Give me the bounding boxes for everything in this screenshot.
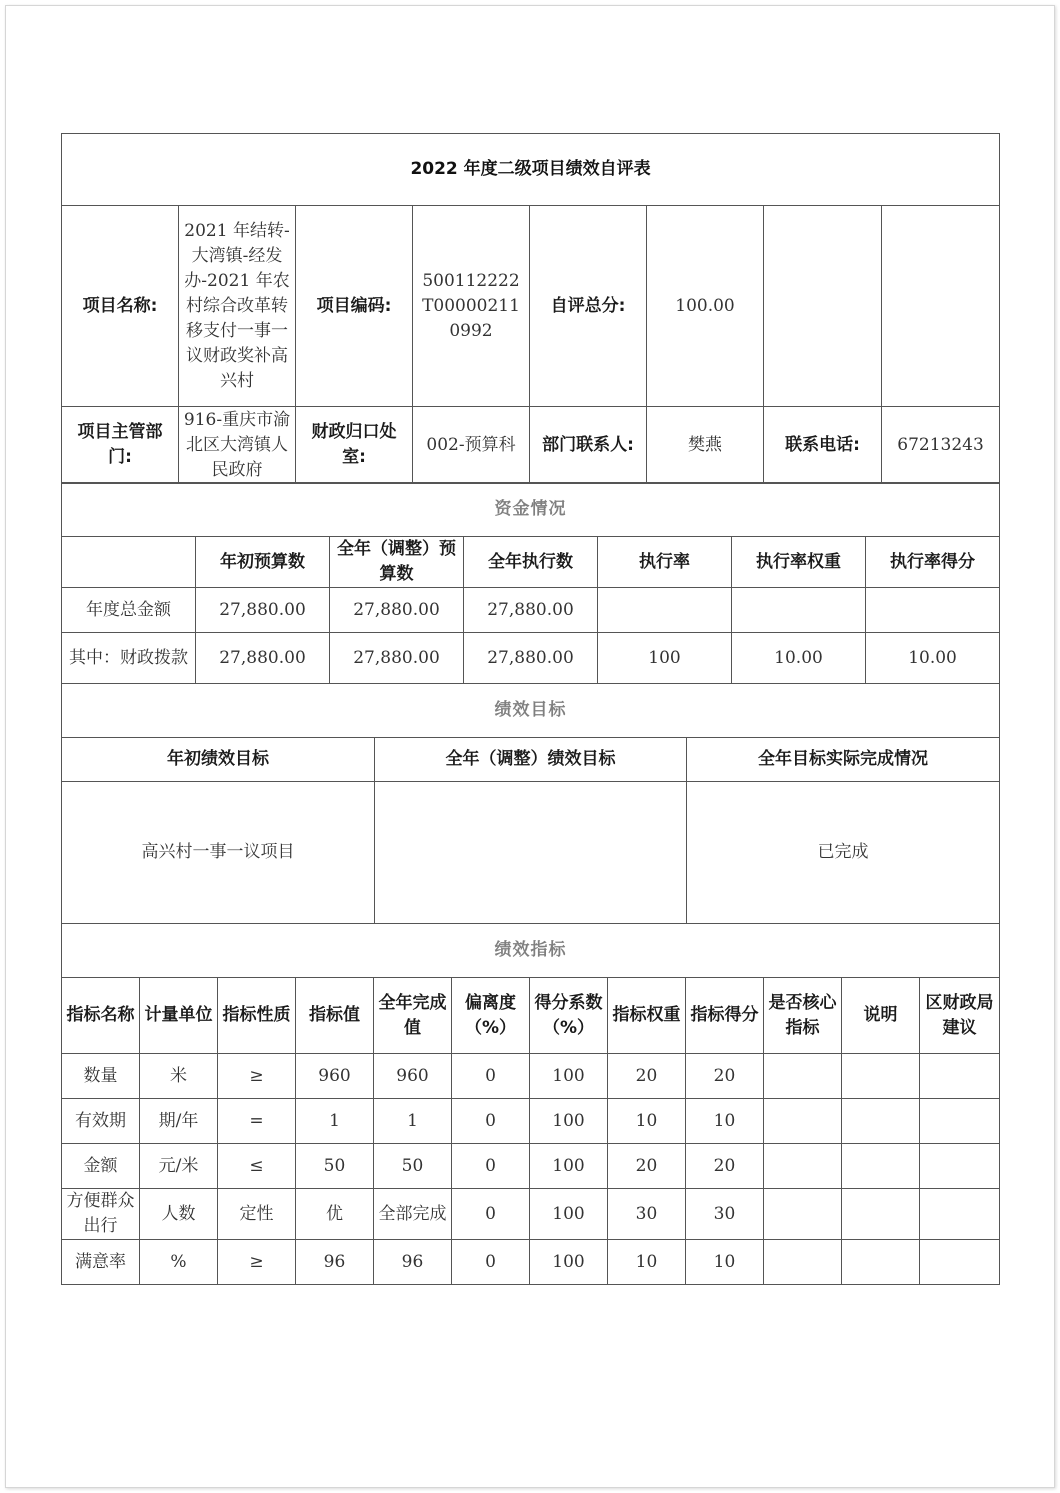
indicator-cell: 方便群众出行 [62, 1189, 140, 1240]
funds-table [61, 482, 1000, 684]
indicator-cell [764, 1189, 842, 1240]
funds-cell: 其中：财政拨款 [62, 633, 196, 684]
funds-cell: 27,880.00 [464, 588, 598, 633]
funds-header-cell: 执行率得分 [866, 537, 1000, 588]
indicator-cell: % [140, 1240, 218, 1285]
indicator-cell: 0 [452, 1240, 530, 1285]
project-code-value: 500112222T000002110992 [413, 206, 530, 407]
indicator-header-cell: 指标得分 [686, 978, 764, 1054]
funds-cell: 27,880.00 [464, 633, 598, 684]
indicator-cell [842, 1240, 920, 1285]
indicator-cell [842, 1189, 920, 1240]
indicator-cell: 优 [296, 1189, 374, 1240]
indicator-cell: 元/米 [140, 1144, 218, 1189]
indicator-cell: 10 [686, 1099, 764, 1144]
empty-cell [764, 206, 882, 407]
funds-section-title: 资金情况 [62, 483, 1000, 537]
goals-header-cell: 年初绩效目标 [62, 738, 375, 782]
funds-row [62, 633, 1000, 684]
indicator-cell: 金额 [62, 1144, 140, 1189]
indicator-cell: 50 [296, 1144, 374, 1189]
funds-cell [598, 588, 732, 633]
funds-header-cell: 执行率 [598, 537, 732, 588]
finance-value: 002-预算科 [413, 407, 530, 484]
indicator-cell: 20 [608, 1054, 686, 1099]
phone-value: 67213243 [882, 407, 1000, 484]
indicator-header-cell: 指标权重 [608, 978, 686, 1054]
indicators-section-title: 绩效指标 [62, 924, 1000, 978]
indicator-cell: ≥ [218, 1054, 296, 1099]
goals-header-cell: 全年目标实际完成情况 [687, 738, 1000, 782]
project-name-value: 2021 年结转-大湾镇-经发办-2021 年农村综合改革转移支付一事一议财政奖补高兴村 [179, 206, 296, 407]
indicator-cell: 100 [530, 1189, 608, 1240]
funds-header-cell [62, 537, 196, 588]
indicator-cell: ≤ [218, 1144, 296, 1189]
funds-cell [866, 588, 1000, 633]
indicator-cell: ≥ [218, 1240, 296, 1285]
funds-cell: 10.00 [732, 633, 866, 684]
funds-header-cell: 执行率权重 [732, 537, 866, 588]
indicator-cell [920, 1240, 1000, 1285]
indicator-cell [764, 1144, 842, 1189]
indicator-cell [842, 1054, 920, 1099]
indicator-cell: 数量 [62, 1054, 140, 1099]
funds-header-cell: 年初预算数 [196, 537, 330, 588]
indicator-cell [920, 1144, 1000, 1189]
indicator-cell: 96 [296, 1240, 374, 1285]
goal-adjusted [375, 782, 687, 924]
goal-completion: 已完成 [687, 782, 1000, 924]
funds-cell: 27,880.00 [330, 633, 464, 684]
indicator-cell: 满意率 [62, 1240, 140, 1285]
info-table [61, 133, 1000, 484]
indicator-cell: 20 [686, 1054, 764, 1099]
funds-cell: 10.00 [866, 633, 1000, 684]
indicator-cell [842, 1099, 920, 1144]
indicator-row [62, 1054, 1000, 1099]
indicator-cell: 100 [530, 1144, 608, 1189]
goals-header-cell: 全年（调整）绩效目标 [375, 738, 687, 782]
dept-label: 项目主管部门: [62, 407, 179, 484]
indicator-cell: 定性 [218, 1189, 296, 1240]
indicator-cell: 20 [608, 1144, 686, 1189]
self-score-label: 自评总分: [530, 206, 647, 407]
funds-row [62, 588, 1000, 633]
indicator-cell: 0 [452, 1189, 530, 1240]
indicator-row [62, 1099, 1000, 1144]
indicator-header-cell: 计量单位 [140, 978, 218, 1054]
indicator-cell [920, 1099, 1000, 1144]
funds-cell: 27,880.00 [196, 588, 330, 633]
indicator-cell: 1 [296, 1099, 374, 1144]
indicator-cell: 96 [374, 1240, 452, 1285]
indicator-cell: 0 [452, 1054, 530, 1099]
indicator-cell: 960 [374, 1054, 452, 1099]
indicator-cell [920, 1189, 1000, 1240]
indicator-header-cell: 指标性质 [218, 978, 296, 1054]
page-title: 2022 年度二级项目绩效自评表 [62, 134, 1000, 206]
funds-header-cell: 全年执行数 [464, 537, 598, 588]
indicator-cell: 10 [608, 1099, 686, 1144]
project-name-label: 项目名称: [62, 206, 179, 407]
funds-header-cell: 全年（调整）预算数 [330, 537, 464, 588]
funds-cell [732, 588, 866, 633]
indicator-cell: = [218, 1099, 296, 1144]
indicators-table [61, 923, 1000, 1285]
indicator-cell: 人数 [140, 1189, 218, 1240]
indicator-cell [842, 1144, 920, 1189]
indicator-cell: 960 [296, 1054, 374, 1099]
indicator-cell: 50 [374, 1144, 452, 1189]
indicator-header-cell: 是否核心指标 [764, 978, 842, 1054]
indicator-cell: 30 [686, 1189, 764, 1240]
contact-label: 部门联系人: [530, 407, 647, 484]
indicator-cell [764, 1240, 842, 1285]
indicator-header-cell: 指标名称 [62, 978, 140, 1054]
project-code-label: 项目编码: [296, 206, 413, 407]
indicator-cell: 100 [530, 1240, 608, 1285]
indicator-cell: 10 [608, 1240, 686, 1285]
indicator-header-cell: 指标值 [296, 978, 374, 1054]
finance-label: 财政归口处室: [296, 407, 413, 484]
dept-value: 916-重庆市渝北区大湾镇人民政府 [179, 407, 296, 484]
indicator-cell: 0 [452, 1144, 530, 1189]
indicator-cell: 期/年 [140, 1099, 218, 1144]
indicator-header-cell: 全年完成值 [374, 978, 452, 1054]
indicator-header-cell: 说明 [842, 978, 920, 1054]
indicator-row [62, 1189, 1000, 1240]
goal-initial: 高兴村一事一议项目 [62, 782, 375, 924]
indicator-cell [764, 1054, 842, 1099]
indicator-header-cell: 区财政局建议 [920, 978, 1000, 1054]
contact-value: 樊燕 [647, 407, 764, 484]
indicator-header-cell: 得分系数（%） [530, 978, 608, 1054]
self-score-value: 100.00 [647, 206, 764, 407]
indicator-cell: 30 [608, 1189, 686, 1240]
indicator-cell: 1 [374, 1099, 452, 1144]
funds-cell: 年度总金额 [62, 588, 196, 633]
funds-cell: 27,880.00 [196, 633, 330, 684]
indicator-cell: 100 [530, 1099, 608, 1144]
empty-cell [882, 206, 1000, 407]
indicator-cell: 有效期 [62, 1099, 140, 1144]
indicator-cell: 米 [140, 1054, 218, 1099]
indicator-cell: 全部完成 [374, 1189, 452, 1240]
indicator-header-cell: 偏离度（%） [452, 978, 530, 1054]
indicator-cell: 100 [530, 1054, 608, 1099]
phone-label: 联系电话: [764, 407, 882, 484]
goals-table [61, 683, 1000, 924]
funds-cell: 27,880.00 [330, 588, 464, 633]
indicator-cell: 20 [686, 1144, 764, 1189]
indicator-cell [920, 1054, 1000, 1099]
indicator-row [62, 1144, 1000, 1189]
funds-cell: 100 [598, 633, 732, 684]
indicator-cell [764, 1099, 842, 1144]
indicator-row [62, 1240, 1000, 1285]
indicator-cell: 10 [686, 1240, 764, 1285]
goals-section-title: 绩效目标 [62, 684, 1000, 738]
indicator-cell: 0 [452, 1099, 530, 1144]
